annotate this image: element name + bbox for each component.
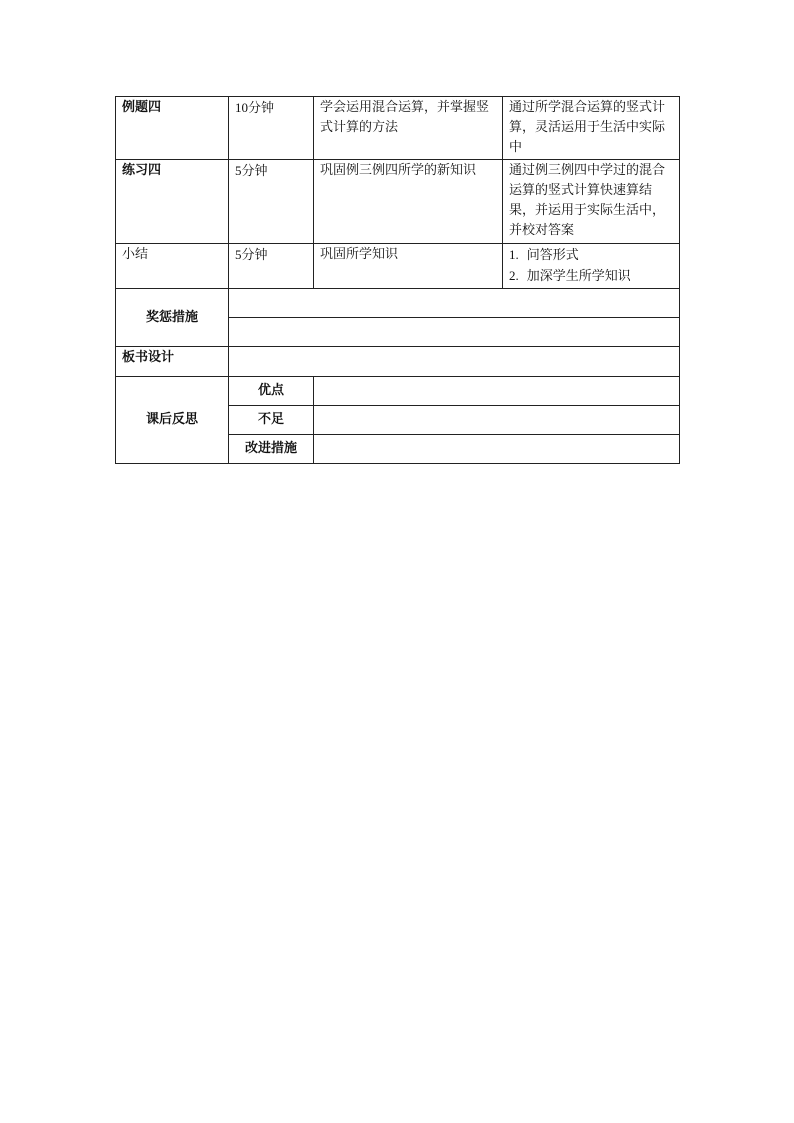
- row-name: 练习四: [116, 160, 229, 244]
- table-row: [116, 347, 680, 377]
- reflection-content-cons: [314, 406, 680, 435]
- row-goal: 学会运用混合运算，并掌握竖式计算的方法: [314, 97, 503, 160]
- reflection-content-improve: [314, 435, 680, 464]
- reward-content-1: [229, 289, 680, 318]
- table-row: [116, 97, 680, 160]
- list-item: [509, 245, 673, 266]
- list-number: 2.: [509, 268, 519, 283]
- time-number: 5: [235, 247, 242, 262]
- reflection-item-cons: 不足: [229, 406, 314, 435]
- table-row: [116, 377, 680, 406]
- table-row: [116, 244, 680, 289]
- time-number: 10: [235, 100, 248, 115]
- row-time: [229, 160, 314, 244]
- lesson-plan-table: [115, 96, 680, 464]
- row-name: 例题四: [116, 97, 229, 160]
- list-item: [509, 266, 673, 287]
- table-row: [116, 160, 680, 244]
- row-time: [229, 97, 314, 160]
- row-method: 通过所学混合运算的竖式计算，灵活运用于生活中实际中: [503, 97, 680, 160]
- list-number: 1.: [509, 247, 519, 262]
- row-time: [229, 244, 314, 289]
- reflection-content-pros: [314, 377, 680, 406]
- row-method: 通过例三例四中学过的混合运算的竖式计算快速算结果，并运用于实际生活中，并校对答案: [503, 160, 680, 244]
- row-method-list: [503, 244, 680, 289]
- board-label: 板书设计: [116, 347, 229, 377]
- time-unit: 分钟: [241, 248, 268, 263]
- row-name: 小结: [116, 244, 229, 289]
- time-unit: 分钟: [248, 101, 275, 116]
- reward-label: 奖惩措施: [116, 289, 229, 347]
- reflection-item-improve: 改进措施: [229, 435, 314, 464]
- reward-content-2: [229, 318, 680, 347]
- row-goal: 巩固所学知识: [314, 244, 503, 289]
- row-goal: 巩固例三例四所学的新知识: [314, 160, 503, 244]
- list-text: 问答形式: [526, 248, 579, 263]
- board-content: [229, 347, 680, 377]
- time-unit: 分钟: [241, 164, 268, 179]
- table-row: [116, 289, 680, 318]
- reflection-label: 课后反思: [116, 377, 229, 464]
- time-number: 5: [235, 163, 242, 178]
- list-text: 加深学生所学知识: [526, 269, 631, 284]
- reflection-item-pros: 优点: [229, 377, 314, 406]
